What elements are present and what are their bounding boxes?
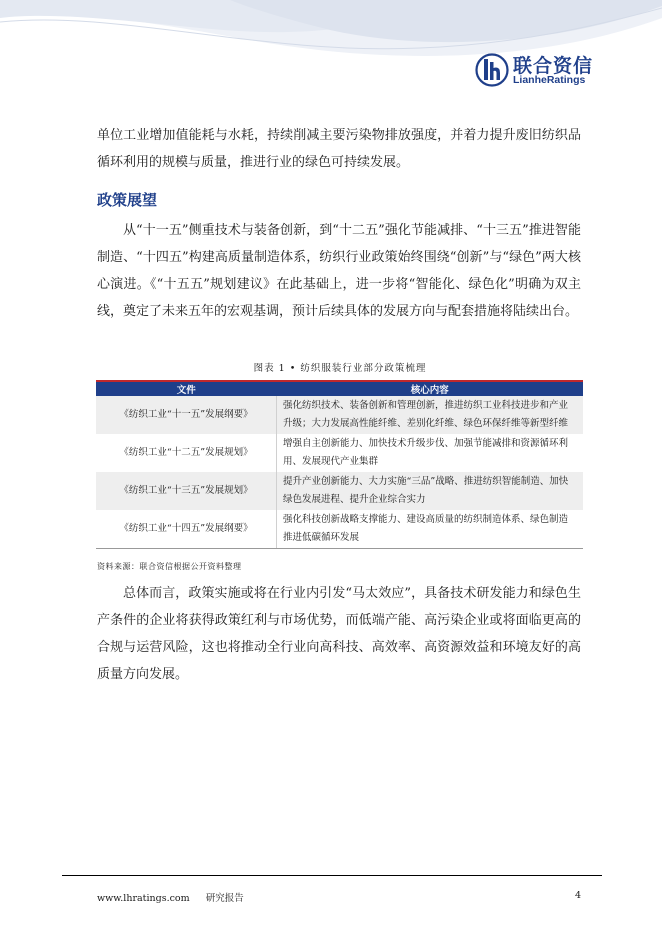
- table-cell-content: 强化科技创新战略支撑能力、建设高质量的纺织制造体系、绿色制造推进低碳循环发展: [277, 510, 584, 549]
- paragraph-conclusion: 总体而言，政策实施或将在行业内引发“马太效应”，具备技术研发能力和绿色生产条件的企业将获得政策红利与市场优势，而低端产能、高污染企业或将面临更高的合规与运营风险，这也将推动全行业向高科技、高效率、高资源效益和环境友好的高质量方向发展。: [97, 586, 581, 682]
- footer-report-label: 研究报告: [205, 893, 244, 904]
- company-logo: [475, 51, 595, 91]
- lianhe-logo-icon: [475, 53, 509, 87]
- section-title: 政策展望: [97, 191, 158, 209]
- paragraph-continuation: 单位工业增加值能耗与水耗，持续削减主要污染物排放强度，并着力提升废旧纺织品循环利用的规模与质量，推进行业的绿色可持续发展。: [97, 128, 581, 170]
- table-header-core-content: 核心内容: [277, 381, 584, 396]
- table-row: [96, 396, 583, 434]
- page-number: 4: [575, 890, 582, 901]
- table-header-row: [96, 381, 583, 396]
- logo-chinese-name: 联合资信: [513, 55, 594, 77]
- logo-english-name: LianheRatings: [513, 74, 586, 86]
- table-cell-document: 《纺织工业“十四五”发展纲要》: [96, 510, 277, 549]
- table-cell-document: 《纺织工业“十二五”发展规划》: [96, 434, 277, 472]
- table-row: [96, 510, 583, 549]
- table-header-document: 文件: [96, 381, 277, 396]
- table-cell-document: 《纺织工业“十一五”发展纲要》: [96, 396, 277, 434]
- policy-table: [96, 380, 583, 549]
- table-cell-content: 提升产业创新能力、大力实施“三品”战略、推进纺织智能制造、加快绿色发展进程、提升企业综合实力: [277, 472, 584, 510]
- footer-website-link[interactable]: www.lhratings.com: [97, 893, 190, 904]
- table-cell-document: 《纺织工业“十三五”发展规划》: [96, 472, 277, 510]
- table-source-note: 资料来源：联合资信根据公开资料整理: [97, 562, 242, 571]
- table-cell-content: 增强自主创新能力、加快技术升级步伐、加强节能减排和资源循环利用、发展现代产业集群: [283, 438, 569, 467]
- table-row: [96, 472, 583, 510]
- paragraph-policy-outlook: 从“十一五”侧重技术与装备创新，到“十二五”强化节能减排、“十三五”推进智能制造、“十四五”构建高质量制造体系，纺织行业政策始终围绕“创新”与“绿色”两大核心演进。《“十五五”规划建议》在此基础上，进一步将“智能化、绿色化”明确为双主线，奠定了未来五年的宏观基调，预计后续具体的发展方向与配套措施将陆续出台。: [97, 223, 581, 319]
- table-row: [96, 434, 583, 472]
- footer-left: [97, 890, 244, 904]
- table-cell-content: 强化纺织技术、装备创新和管理创新，推进纺织工业科技进步和产业升级；大力发展高性能纤维、差别化纤维、绿色环保纤维等新型纤维: [277, 396, 584, 434]
- footer-divider: [62, 875, 602, 876]
- table-title: 图表 1 • 纺织服装行业部分政策梳理: [253, 363, 427, 374]
